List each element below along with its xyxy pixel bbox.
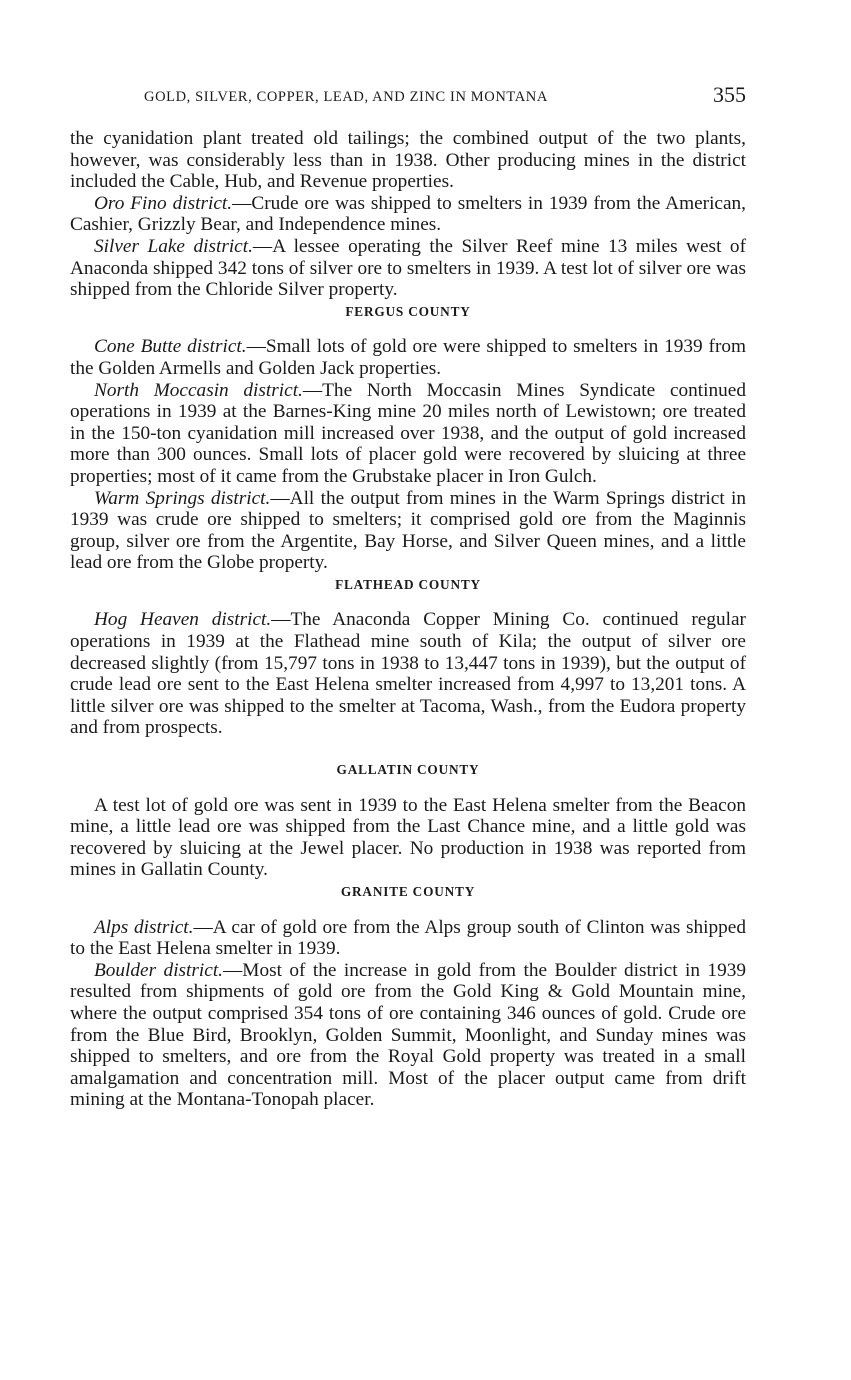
paragraph-continuation (70, 128, 746, 193)
heading-granite-county: GRANITE COUNTY (340, 884, 476, 899)
paragraph-text: the cyanidation plant treated old tailings; the combined output of the two plants, however, was considerably less than in 1938. Other producing mines in the district included the Cable, Hub, and Revenue properties. (70, 128, 746, 193)
paragraph-text: —Crude ore was shipped to smelters in 1939 from the American, Cashier, Grizzly Bear, and Independence mines. (70, 192, 746, 236)
paragraph-text: —Most of the increase in gold from the Boulder district in 1939 resulted from shipments of gold ore from the Gold King & Gold Mountain mine, where the output comprised 354 tons of ore containing 346 ounces of gold. Crude ore from the Blue Bird, Brooklyn, Golden Summit, Moonlight, and Sunday mines was shipped to smelters, and ore from the Royal Gold property was treated in a small amalgamation and concentration mill. Most of the placer output came from drift mining at the Montana-Tonopah placer. (70, 959, 746, 1111)
heading-flathead-county: FLATHEAD COUNTY (335, 576, 481, 592)
paragraph-text: —The North Moccasin Mines Syndicate continued operations in 1939 at the Barnes-King mine 20 miles north of Lewistown; ore treated in the 150-ton cyanidation mill increased over 1938, and the output of gold increased more than 300 ounces. Small lots of placer gold were recovered by sluicing at three properties; most of it came from the Grubstake placer in Iron Gulch. (70, 379, 746, 487)
page-number: 355 (713, 82, 746, 107)
paragraph-text: —Small lots of gold ore were shipped to smelters in 1939 from the Golden Armells and Golden Jack properties. (70, 336, 746, 379)
paragraph-gallatin (70, 795, 746, 881)
district-name-hog-heaven: Hog Heaven district. (94, 609, 272, 631)
paragraph-oro-fino (70, 193, 746, 236)
heading-gallatin-county: GALLATIN COUNTY (336, 762, 480, 778)
district-name-silver-lake: Silver Lake district. (94, 235, 253, 257)
paragraph-cone-butte (70, 336, 746, 379)
paragraph-silver-lake (70, 236, 746, 301)
district-name-cone-butte: Cone Butte district. (94, 336, 247, 358)
body-text (70, 128, 746, 1111)
district-name-oro-fino: Oro Fino district. (94, 192, 233, 214)
running-title: GOLD, SILVER, COPPER, LEAD, AND ZINC IN MONTANA (144, 89, 548, 105)
paragraph-boulder (70, 960, 746, 1111)
paragraph-text: —All the output from mines in the Warm Springs district in 1939 was crude ore shipped to smelters; it comprised gold ore from the Maginnis group, silver ore from the Argentite, Bay Horse, and Silver Queen mines, and a little lead ore from the Globe property. (70, 487, 746, 574)
paragraph-text: —A lessee operating the Silver Reef mine 13 miles west of Anaconda shipped 342 tons of silver ore to smelters in 1939. A test lot of silver ore was shipped from the Chloride Silver property. (70, 235, 746, 301)
district-name-warm-springs: Warm Springs district. (94, 487, 271, 509)
paragraph-text: —The Anaconda Copper Mining Co. continued regular operations in 1939 at the Flathead mine south of Kila; the output of silver ore decreased slightly (from 15,797 tons in 1938 to 13,447 tons in 1939), but the output of crude lead ore sent to the East Helena smelter increased from 4,997 to 13,201 tons. A little silver ore was shipped to the smelter at Tacoma, Wash., from the Eudora property and from prospects. (70, 609, 746, 739)
running-head (70, 82, 746, 112)
district-name-boulder: Boulder district. (94, 959, 224, 981)
paragraph-alps (70, 917, 746, 960)
paragraph-hog-heaven (70, 609, 746, 739)
paragraph-warm-springs (70, 488, 746, 574)
district-name-alps: Alps district. (94, 916, 194, 938)
heading-fergus-county: FERGUS COUNTY (345, 303, 471, 319)
paragraph-text: —A car of gold ore from the Alps group south of Clinton was shipped to the East Helena smelter in 1939. (70, 916, 746, 960)
paragraph-text: A test lot of gold ore was sent in 1939 to the East Helena smelter from the Beacon mine, a little lead ore was shipped from the Last Chance mine, and a little gold was recovered by sluicing at the Jewel placer. No production in 1938 was reported from mines in Gallatin County. (70, 794, 746, 881)
district-name-north-moccasin: North Moccasin district. (94, 379, 303, 401)
paragraph-north-moccasin (70, 380, 746, 488)
